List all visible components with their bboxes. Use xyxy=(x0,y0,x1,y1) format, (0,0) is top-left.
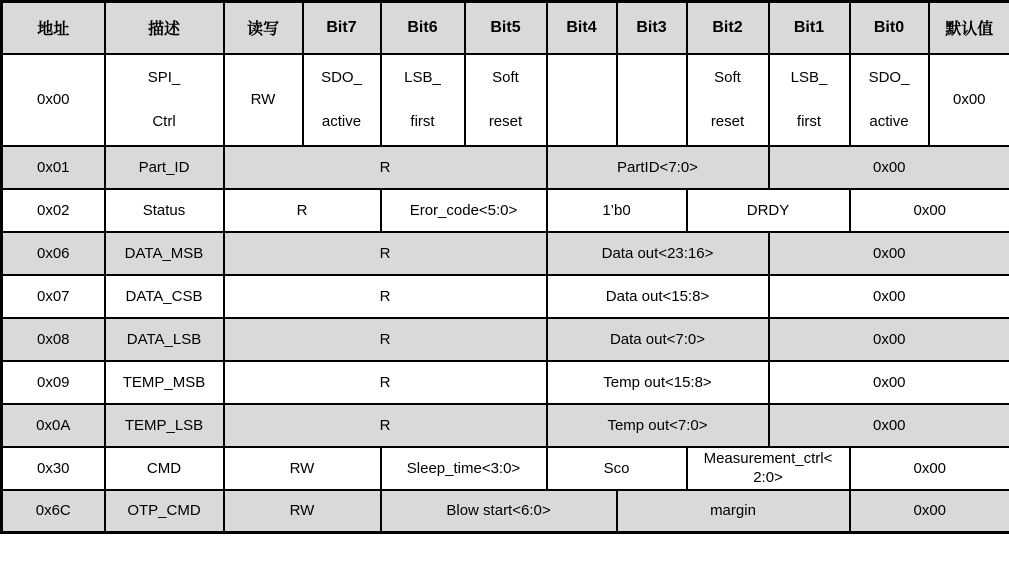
multiline-cell-text xyxy=(384,69,462,131)
multiline-cell-text xyxy=(690,450,847,487)
cell-text-line: Measurement_ctrl< xyxy=(703,449,833,467)
cell-text-line: first xyxy=(796,113,822,130)
register-row-0x09 xyxy=(2,361,1009,404)
cell-text-line: active xyxy=(321,113,362,130)
header-cell-bit6: Bit6 xyxy=(381,2,465,54)
register-cell: 0x6C xyxy=(2,490,105,533)
register-cell: DATA_LSB xyxy=(105,318,224,361)
register-cell: Data out<23:16> xyxy=(547,232,769,275)
register-cell: 0x00 xyxy=(769,361,1009,404)
register-cell: TEMP_LSB xyxy=(105,404,224,447)
register-cell: PartID<7:0> xyxy=(547,146,769,189)
register-cell xyxy=(105,54,224,146)
register-cell: DATA_MSB xyxy=(105,232,224,275)
cell-text-line: Soft xyxy=(714,68,741,86)
header-cell-bit0: Bit0 xyxy=(850,2,929,54)
register-cell: 0x00 xyxy=(850,490,1009,533)
register-cell: 0x00 xyxy=(769,318,1009,361)
cell-text-line: Ctrl xyxy=(152,113,176,130)
cell-text-line: LSB_ xyxy=(404,68,441,86)
header-cell-读写: 读写 xyxy=(224,2,303,54)
register-cell: 0x08 xyxy=(2,318,105,361)
register-cell: Temp out<15:8> xyxy=(547,361,769,404)
multiline-cell-text xyxy=(690,69,766,131)
multiline-cell-text xyxy=(108,69,221,131)
header-row xyxy=(2,2,1009,54)
register-cell: CMD xyxy=(105,447,224,490)
register-cell: 0x00 xyxy=(769,275,1009,318)
register-cell: 0x02 xyxy=(2,189,105,232)
register-cell: 0x06 xyxy=(2,232,105,275)
cell-text-line: SPI_ xyxy=(147,68,181,86)
header-cell-bit4: Bit4 xyxy=(547,2,617,54)
multiline-cell-text xyxy=(772,69,847,131)
register-cell: 0x00 xyxy=(769,404,1009,447)
register-cell: Eror_code<5:0> xyxy=(381,189,547,232)
register-cell: Status xyxy=(105,189,224,232)
register-cell: 1’b0 xyxy=(547,189,687,232)
register-cell xyxy=(465,54,547,146)
register-cell: Data out<15:8> xyxy=(547,275,769,318)
register-row-0x01 xyxy=(2,146,1009,189)
register-cell xyxy=(303,54,381,146)
register-cell xyxy=(617,54,687,146)
cell-text-line: 2:0> xyxy=(753,469,783,486)
register-cell xyxy=(850,54,929,146)
multiline-cell-text xyxy=(468,69,544,131)
register-cell: 0x07 xyxy=(2,275,105,318)
register-cell: 0x00 xyxy=(929,54,1009,146)
multiline-cell-text xyxy=(306,69,378,131)
register-cell: 0x00 xyxy=(2,54,105,146)
cell-text-line: SDO_ xyxy=(868,68,910,86)
register-row-0x30 xyxy=(2,447,1009,490)
cell-text-line: Soft xyxy=(492,68,519,86)
register-cell: R xyxy=(224,189,381,232)
register-cell: R xyxy=(224,146,547,189)
register-cell xyxy=(687,447,850,490)
register-cell: R xyxy=(224,404,547,447)
register-cell: 0x00 xyxy=(769,232,1009,275)
register-cell: 0x00 xyxy=(850,447,1009,490)
register-cell xyxy=(687,54,769,146)
register-cell: RW xyxy=(224,447,381,490)
register-row-0x00 xyxy=(2,54,1009,146)
register-cell: DATA_CSB xyxy=(105,275,224,318)
register-cell: Temp out<7:0> xyxy=(547,404,769,447)
header-cell-bit2: Bit2 xyxy=(687,2,769,54)
register-cell: RW xyxy=(224,490,381,533)
register-cell xyxy=(547,54,617,146)
register-cell: Sleep_time<3:0> xyxy=(381,447,547,490)
register-cell: 0x09 xyxy=(2,361,105,404)
register-cell: R xyxy=(224,232,547,275)
register-cell: R xyxy=(224,318,547,361)
cell-text-line: LSB_ xyxy=(790,68,828,86)
header-cell-描述: 描述 xyxy=(105,2,224,54)
register-cell xyxy=(381,54,465,146)
header-cell-bit7: Bit7 xyxy=(303,2,381,54)
register-row-0x06 xyxy=(2,232,1009,275)
header-cell-bit1: Bit1 xyxy=(769,2,850,54)
register-map-body xyxy=(2,54,1009,533)
header-cell-默认值: 默认值 xyxy=(929,2,1009,54)
register-cell: 0x00 xyxy=(850,189,1009,232)
register-row-0x0A xyxy=(2,404,1009,447)
cell-text-line: active xyxy=(869,113,909,130)
register-row-0x08 xyxy=(2,318,1009,361)
register-cell: Data out<7:0> xyxy=(547,318,769,361)
register-cell: margin xyxy=(617,490,850,533)
cell-text-line: reset xyxy=(488,113,523,130)
header-cell-bit3: Bit3 xyxy=(617,2,687,54)
register-row-0x02 xyxy=(2,189,1009,232)
register-cell: Blow start<6:0> xyxy=(381,490,617,533)
register-cell: TEMP_MSB xyxy=(105,361,224,404)
register-cell: 0x00 xyxy=(769,146,1009,189)
register-cell: R xyxy=(224,361,547,404)
register-row-0x07 xyxy=(2,275,1009,318)
register-cell: 0x01 xyxy=(2,146,105,189)
register-cell: R xyxy=(224,275,547,318)
header-cell-地址: 地址 xyxy=(2,2,105,54)
multiline-cell-text xyxy=(853,69,926,131)
register-cell: OTP_CMD xyxy=(105,490,224,533)
header-cell-bit5: Bit5 xyxy=(465,2,547,54)
register-cell: 0x30 xyxy=(2,447,105,490)
cell-text-line: first xyxy=(410,113,435,130)
cell-text-line: reset xyxy=(710,113,745,130)
cell-text-line: SDO_ xyxy=(321,68,362,86)
register-map-header xyxy=(2,2,1009,54)
register-cell: Sco xyxy=(547,447,687,490)
register-row-0x6C xyxy=(2,490,1009,533)
register-cell: DRDY xyxy=(687,189,850,232)
register-cell xyxy=(769,54,850,146)
register-cell: 0x0A xyxy=(2,404,105,447)
register-cell: Part_ID xyxy=(105,146,224,189)
register-cell: RW xyxy=(224,54,303,146)
